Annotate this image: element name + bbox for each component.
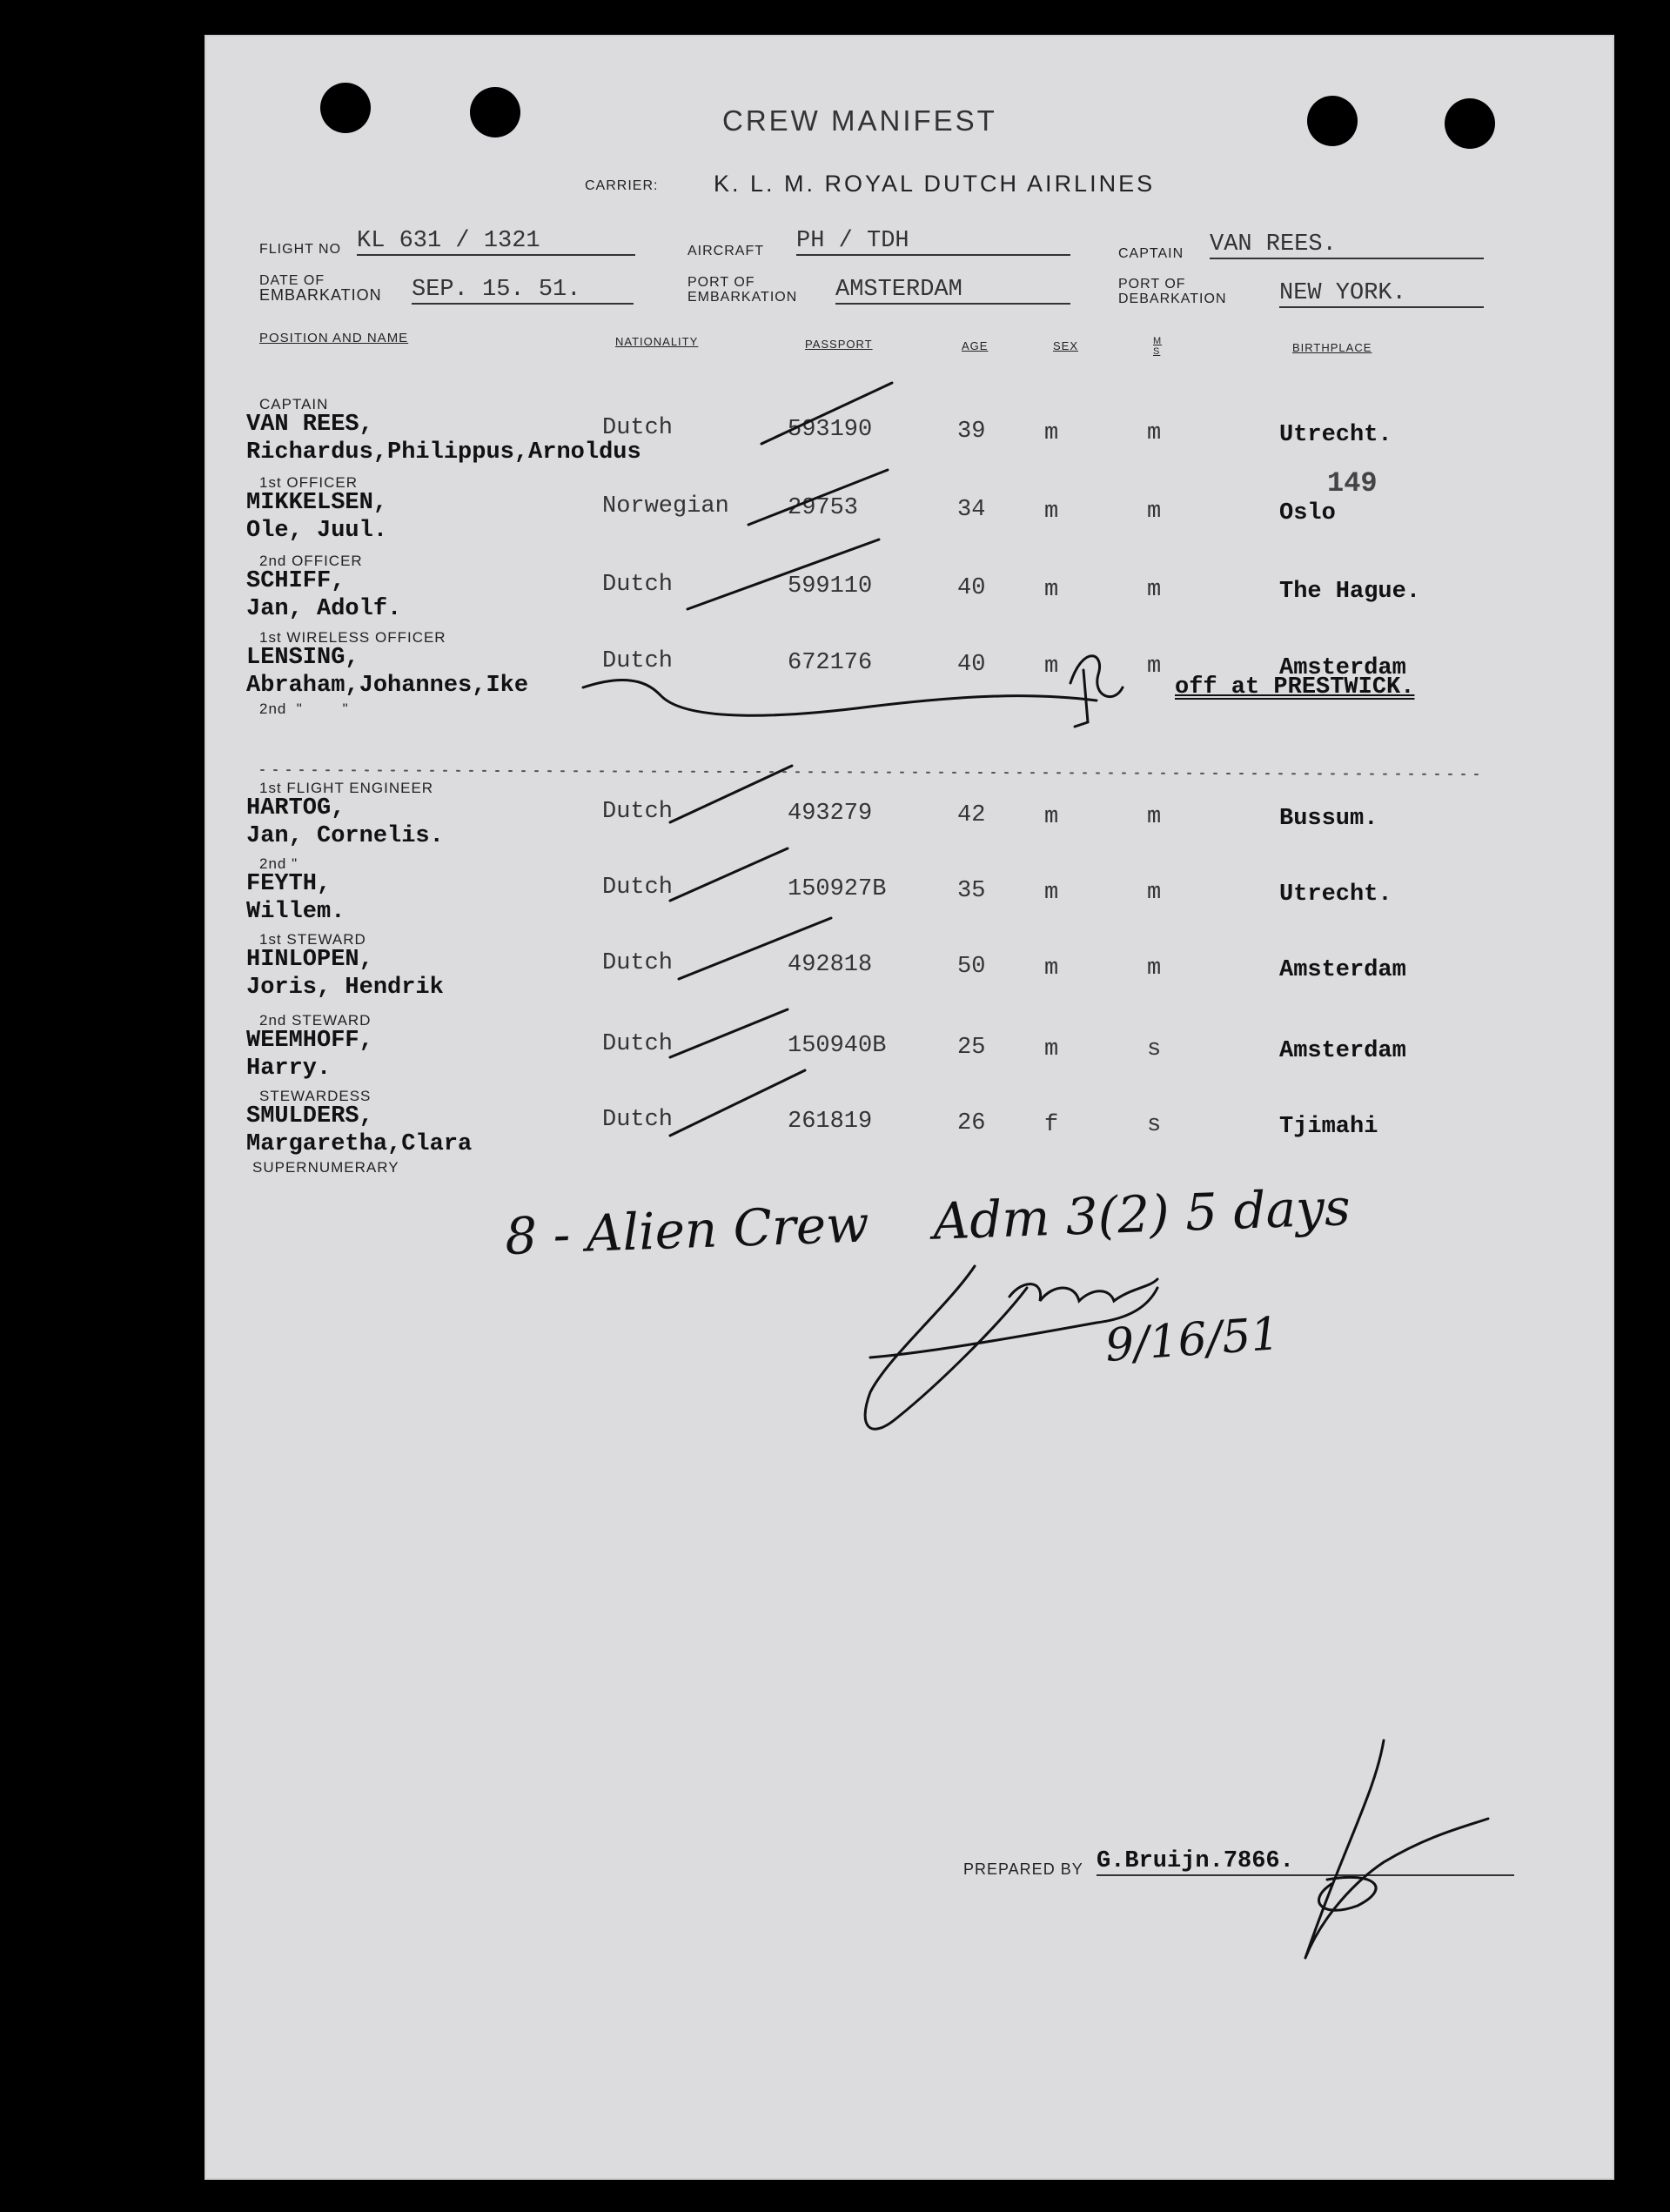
crew-passport: 599110 bbox=[788, 573, 873, 600]
port-debarkation-label: PORT OF DEBARKATION bbox=[1118, 277, 1227, 306]
crew-nationality: Dutch bbox=[602, 875, 674, 901]
port-debarkation-value: NEW YORK. bbox=[1279, 280, 1484, 308]
crew-marital-status: m bbox=[1147, 499, 1162, 525]
crew-nationality: Dutch bbox=[602, 799, 674, 825]
column-nationality: NATIONALITY bbox=[615, 335, 699, 348]
separator bbox=[261, 770, 1479, 774]
crew-birthplace: Amsterdam bbox=[1279, 655, 1406, 681]
crew-given-names: Willem. bbox=[246, 899, 345, 925]
crew-birthplace: Amsterdam bbox=[1279, 1038, 1406, 1064]
crew-age: 26 bbox=[957, 1110, 986, 1136]
crew-birthplace: Bussum. bbox=[1279, 806, 1378, 832]
crew-birthplace: Tjimahi bbox=[1279, 1114, 1378, 1140]
crew-age: 40 bbox=[957, 575, 986, 601]
crew-nationality: Dutch bbox=[602, 648, 674, 674]
date-label: DATE OF EMBARKATION bbox=[259, 273, 382, 304]
crew-age: 35 bbox=[957, 878, 986, 904]
crew-nationality: Dutch bbox=[602, 415, 674, 441]
crew-surname: LENSING, bbox=[246, 645, 359, 671]
crew-surname: FEYTH, bbox=[246, 871, 332, 897]
handwritten-alien-crew-note: 8 - Alien Crew Adm 3(2) 5 days bbox=[504, 1177, 1351, 1266]
column-age: AGE bbox=[962, 339, 989, 352]
crew-passport: 261819 bbox=[788, 1109, 873, 1135]
column-ms: M S bbox=[1153, 336, 1163, 357]
crew-marital-status: m bbox=[1147, 955, 1162, 982]
crew-marital-status: m bbox=[1147, 880, 1162, 906]
crew-rank: STEWARDESS bbox=[259, 1088, 372, 1104]
aircraft-label: AIRCRAFT bbox=[687, 244, 764, 258]
rank-supernumerary: SUPERNUMERARY bbox=[252, 1159, 399, 1176]
crew-marital-status: m bbox=[1147, 804, 1162, 830]
strike-mark bbox=[761, 383, 892, 444]
crew-rank: 1st FLIGHT ENGINEER bbox=[259, 780, 434, 796]
crew-age: 34 bbox=[957, 497, 986, 523]
stamp-number: 149 bbox=[1327, 467, 1378, 499]
crew-birthplace: Amsterdam bbox=[1279, 957, 1406, 983]
captain-value: VAN REES. bbox=[1210, 231, 1484, 259]
crew-sex: m bbox=[1044, 420, 1059, 446]
crew-rank: 2nd STEWARD bbox=[259, 1012, 372, 1029]
crew-age: 42 bbox=[957, 802, 986, 828]
aircraft-value: PH / TDH bbox=[796, 228, 1070, 256]
prepared-by-label: PREPARED BY bbox=[963, 1860, 1083, 1878]
strike-mark bbox=[670, 1009, 788, 1057]
column-position: POSITION AND NAME bbox=[259, 331, 409, 345]
crew-marital-status: s bbox=[1147, 1112, 1162, 1138]
prepared-by-value: G.Bruijn.7866. bbox=[1097, 1848, 1514, 1876]
crew-surname: HINLOPEN, bbox=[246, 947, 373, 973]
strike-mark bbox=[670, 1070, 805, 1136]
flight-label: FLIGHT NO bbox=[259, 242, 342, 257]
embarkation-date: SEP. 15. 51. bbox=[412, 277, 634, 305]
crew-sex: m bbox=[1044, 1036, 1059, 1062]
port-embarkation-label: PORT OF EMBARKATION bbox=[687, 275, 798, 305]
crew-marital-status: m bbox=[1147, 654, 1162, 680]
crew-age: 39 bbox=[957, 419, 986, 445]
crew-surname: VAN REES, bbox=[246, 412, 373, 438]
page-title: CREW MANIFEST bbox=[722, 104, 997, 137]
strike-mark bbox=[670, 766, 792, 822]
crew-nationality: Dutch bbox=[602, 1107, 674, 1133]
crew-nationality: Norwegian bbox=[602, 493, 729, 519]
crew-sex: f bbox=[1044, 1112, 1059, 1138]
crew-rank: 2nd OFFICER bbox=[259, 553, 363, 569]
crew-given-names: Joris, Hendrik bbox=[246, 975, 444, 1001]
handwritten-date: 9/16/51 bbox=[1103, 1308, 1282, 1372]
flight-number: KL 631 / 1321 bbox=[357, 228, 635, 256]
strike-mark bbox=[679, 918, 831, 979]
crew-rank: 1st STEWARD bbox=[259, 931, 366, 948]
rank-second-wireless: 2nd " " bbox=[259, 700, 349, 717]
crew-surname: SMULDERS, bbox=[246, 1103, 373, 1129]
crew-age: 40 bbox=[957, 652, 986, 678]
crew-sex: m bbox=[1044, 880, 1059, 906]
crew-rank: 2nd " bbox=[259, 855, 298, 872]
column-sex: SEX bbox=[1053, 339, 1079, 352]
crew-marital-status: m bbox=[1147, 420, 1162, 446]
crew-given-names: Richardus,Philippus,Arnoldus bbox=[246, 439, 641, 466]
carrier-value: K. L. M. ROYAL DUTCH AIRLINES bbox=[714, 171, 1156, 197]
crew-surname: MIKKELSEN, bbox=[246, 490, 388, 516]
strike-line bbox=[583, 680, 1097, 715]
crew-given-names: Ole, Juul. bbox=[246, 518, 388, 544]
crew-surname: HARTOG, bbox=[246, 795, 345, 821]
crew-given-names: Jan, Cornelis. bbox=[246, 823, 444, 849]
initials-mark bbox=[1070, 656, 1123, 727]
crew-passport: 672176 bbox=[788, 650, 873, 676]
crew-birthplace: The Hague. bbox=[1279, 579, 1421, 605]
crew-rank: 1st OFFICER bbox=[259, 474, 359, 491]
crew-passport: 150940B bbox=[788, 1033, 887, 1059]
crew-surname: SCHIFF, bbox=[246, 568, 345, 594]
crew-given-names: Jan, Adolf. bbox=[246, 596, 402, 622]
crew-birthplace: Utrecht. bbox=[1279, 881, 1392, 908]
crew-passport: 493279 bbox=[788, 801, 873, 827]
column-passport: PASSPORT bbox=[805, 338, 873, 351]
carrier-label: CARRIER: bbox=[585, 178, 659, 193]
crew-sex: m bbox=[1044, 654, 1059, 680]
crew-sex: m bbox=[1044, 955, 1059, 982]
port-embarkation-value: AMSTERDAM bbox=[835, 277, 1070, 305]
strike-mark bbox=[670, 848, 788, 901]
crew-sex: m bbox=[1044, 804, 1059, 830]
crew-passport: 492818 bbox=[788, 952, 873, 978]
crew-rank: 1st WIRELESS OFFICER bbox=[259, 629, 446, 646]
crew-passport: 29753 bbox=[788, 495, 859, 521]
signature bbox=[865, 1266, 1157, 1429]
crew-given-names: Abraham,Johannes,Ike bbox=[246, 673, 529, 699]
crew-age: 50 bbox=[957, 954, 986, 980]
crew-birthplace: Utrecht. bbox=[1279, 422, 1392, 448]
crew-age: 25 bbox=[957, 1035, 986, 1061]
crew-sex: m bbox=[1044, 577, 1059, 603]
crew-nationality: Dutch bbox=[602, 1031, 674, 1057]
crew-passport: 150927B bbox=[788, 876, 887, 902]
off-at-prestwick-note: off at PRESTWICK. bbox=[1175, 674, 1415, 700]
crew-given-names: Harry. bbox=[246, 1056, 332, 1082]
signature bbox=[1305, 1740, 1488, 1958]
crew-marital-status: m bbox=[1147, 577, 1162, 603]
crew-birthplace: Oslo bbox=[1279, 500, 1336, 526]
signature bbox=[1009, 1279, 1157, 1301]
strike-mark bbox=[687, 540, 879, 609]
column-birthplace: BIRTHPLACE bbox=[1292, 341, 1372, 354]
crew-given-names: Margaretha,Clara bbox=[246, 1131, 473, 1157]
crew-surname: WEEMHOFF, bbox=[246, 1028, 373, 1054]
strike-mark bbox=[748, 470, 888, 525]
crew-marital-status: s bbox=[1147, 1036, 1162, 1062]
crew-nationality: Dutch bbox=[602, 572, 674, 598]
crew-sex: m bbox=[1044, 499, 1059, 525]
captain-label: CAPTAIN bbox=[1118, 246, 1184, 261]
crew-nationality: Dutch bbox=[602, 950, 674, 976]
crew-rank: CAPTAIN bbox=[259, 396, 329, 412]
crew-passport: 593190 bbox=[788, 417, 873, 443]
